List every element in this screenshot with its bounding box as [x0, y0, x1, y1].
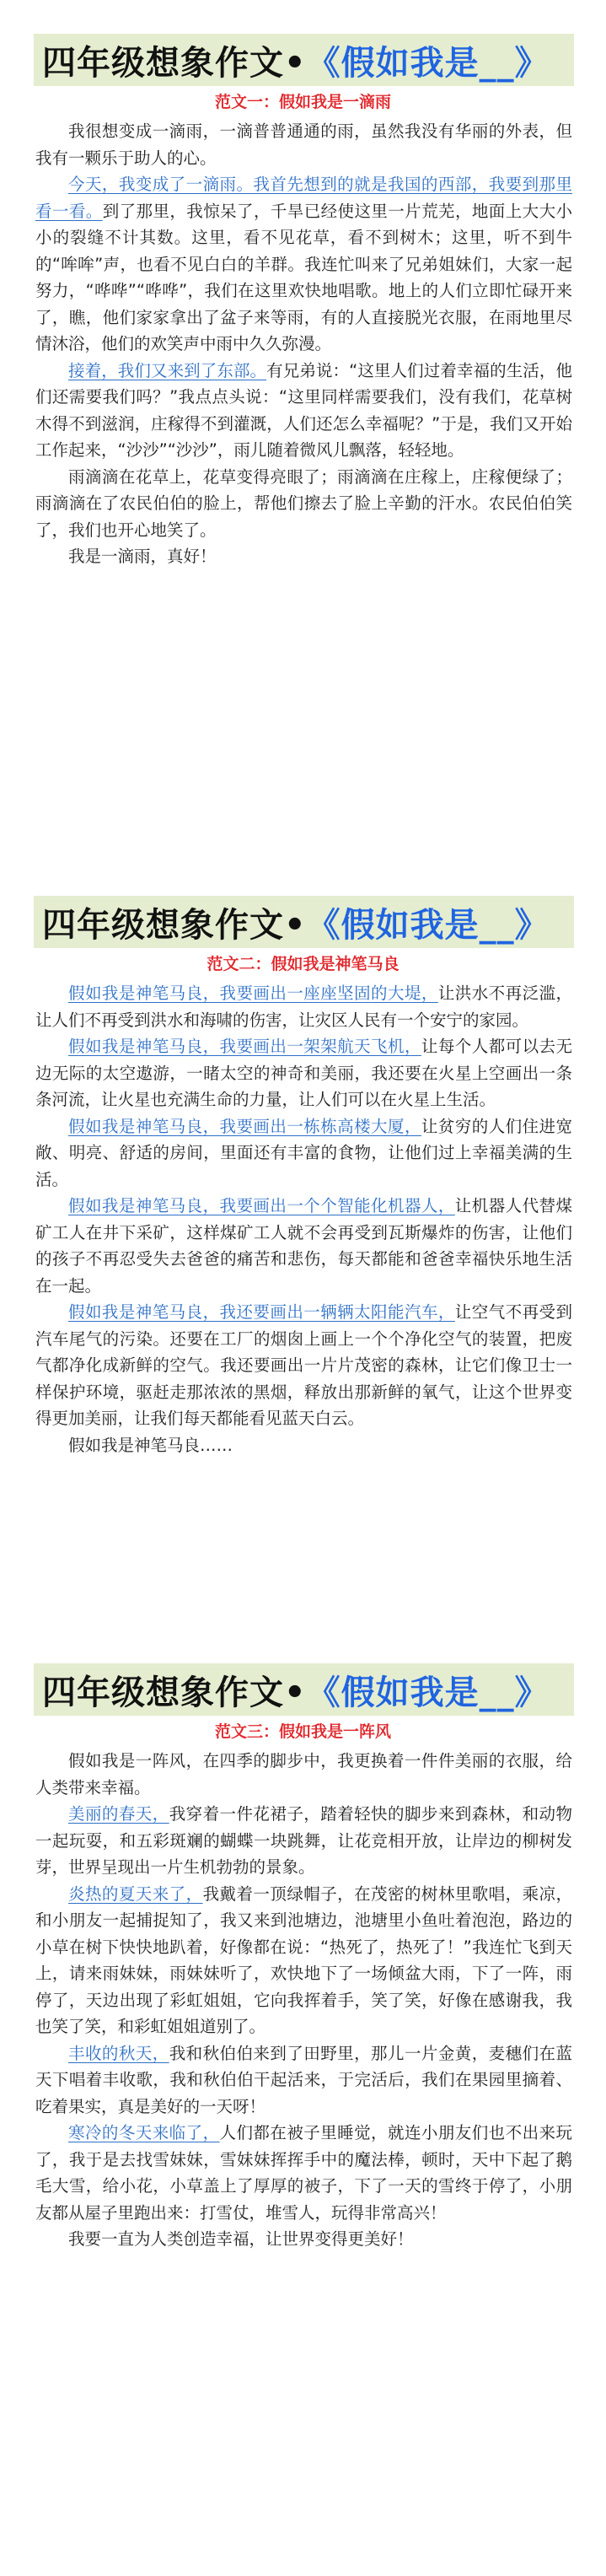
paragraph-text: 人们都在被子里睡觉，就连小朋友们也不出来玩了，我于是去找雪妹妹，雪妹妹挥挥手中的魔法棒，顿时，天中下起了鹅毛大雪，给小花，小草盖上了厚厚的被子，下了一天的雪终于停了，小朋友都从屋子里跑出来：打雪仗，堆雪人，玩得非常高兴！	[35, 2123, 572, 2223]
paragraph-text: 我戴着一顶绿帽子，在茂密的树林里歌唱，乘凉，和小朋友一起捕捉知了，我又来到池塘边，池塘里小鱼吐着泡泡，路边的小草在树下快快地趴着，好像都在说：“热死了，热死了！”我连忙飞到天上，请来雨妹妹，雨妹妹听了，欢快地下了一场倾盆大雨，下了一阵，雨停了，天边出现了彩虹姐姐，它向我挥着手，笑了笑，好像在感谢我，我也笑了笑，和彩虹姐姐道别了。	[35, 1883, 572, 2036]
paragraph-text: 我穿着一件花裙子，踏着轻快的脚步来到森林，和动物一起玩耍，和五彩斑斓的蝴蝶一块跳舞，让花竞相开放，让岸边的柳树发芽，世界呈现出一片生机勃勃的景象。	[35, 1804, 572, 1877]
paragraph-text: 我是一滴雨，真好！	[68, 547, 217, 566]
paragraph-text: 雨滴滴在花草上，花草变得亮眼了；雨滴滴在庄稼上，庄稼便绿了；雨滴滴在了农民伯伯的脸上，帮他们擦去了脸上辛勤的汗水。农民伯伯笑了，我们也开心地笑了。	[35, 466, 572, 540]
essay-subtitle: 范文一：假如我是一滴雨	[214, 93, 391, 111]
essay-banner	[34, 1663, 574, 1716]
paragraph-text: 假如我是神笔马良……	[68, 1435, 233, 1455]
paragraph-6	[35, 2226, 572, 2253]
paragraph-highlight: 接着，我们又来到了东部。	[68, 360, 267, 380]
paragraph-text: 假如我是一阵风，在四季的脚步中，我更换着一件件美丽的衣服，给人类带来幸福。	[35, 1751, 572, 1797]
essay-3	[0, 1663, 606, 2253]
paragraph-highlight: 假如我是神笔马良，我要画出一座座坚固的大堤，	[68, 984, 438, 1003]
paragraph-3	[35, 358, 572, 464]
banner-title: 《假如我是__》	[306, 905, 550, 945]
essay-banner	[34, 896, 574, 948]
paragraph-text: 到了那里，我惊呆了，千旱已经使这里一片荒芜，地面上大大小小的裂缝不计其数。这里，看不见花草，看不到树木；这里，听不到牛的“哞哞”声，也看不见白白的羊群。我连忙叫来了兄弟姐妹们，大家一起努力，“哗哗”“哗哗”，我们在这里欢快地唱歌。地上的人们立即忙碌开来了，瞧，他们家家拿出了盆子来等雨，有的人直接脱光衣服，在雨地里尽情沐浴，他们的欢笑声中雨中久久弥漫。	[35, 201, 572, 353]
paragraph-4	[35, 1193, 572, 1299]
paragraph-text: 让空气不再受到汽车尾气的污染。还要在工厂的烟囱上画上一个个净化空气的装置，把废气都净化成新鲜的空气。我还要画出一片片茂密的森林，让它们像卫士一样保护环境，驱赶走那浓浓的黑烟，释放出那新鲜的氧气，让这个世界变得更加美丽，让我们每天都能看见蓝天白云。	[35, 1302, 572, 1428]
essay-banner	[34, 34, 574, 86]
paragraph-text: 让每个人都可以去无边无际的太空遨游，一睹太空的神奇和美丽，我还要在火星上空画出一条条河流，让火星也充满生命的力量，让人们可以在火星上生活。	[35, 1037, 572, 1109]
banner-title: 《假如我是__》	[306, 1673, 550, 1712]
paragraph-2	[35, 1033, 572, 1113]
paragraph-3	[35, 1881, 572, 2040]
paragraph-text: 有兄弟说：“这里人们过着幸福的生活，他们还需要我们吗？”我点点头说：“这里同样需要我们，没有我们，花草树木得不到滋润，庄稼得不到灌溉，人们还怎么幸福呢？”于是，我们又开始工作起来，“沙沙”“沙沙”，雨儿随着微风儿飘落，轻轻地。	[35, 360, 572, 460]
banner-title: 《假如我是__》	[306, 43, 550, 83]
paragraph-text: 让机器人代替煤矿工人在井下采矿，这样煤矿工人就不会再受到瓦斯爆炸的伤害，让他们的孩子不再忍受失去爸爸的痛苦和悲伤，每天都能和爸爸幸福快乐地生活在一起。	[35, 1196, 572, 1296]
essay-body	[0, 980, 606, 1458]
paragraph-5	[35, 543, 572, 570]
paragraph-highlight: 今天，我变成了一滴雨。我首先想到的就是我国的西部，我要到那里看一看。	[35, 175, 572, 221]
paragraph-1	[35, 980, 572, 1033]
paragraph-highlight: 假如我是神笔马良，我要画出一个个智能化机器人，	[68, 1196, 455, 1215]
paragraph-4	[35, 464, 572, 544]
essay-body	[0, 118, 606, 570]
paragraph-4	[35, 2040, 572, 2121]
essay-subtitle: 范文二：假如我是神笔马良	[206, 955, 400, 973]
essay-body	[0, 1748, 606, 2253]
banner-prefix: 四年级想象作文•	[42, 1673, 307, 1712]
paragraph-1	[35, 1748, 572, 1801]
paragraph-1	[35, 118, 572, 171]
paragraph-highlight: 美丽的春天，	[68, 1804, 169, 1824]
paragraph-5	[35, 2120, 572, 2226]
essay-subtitle: 范文三：假如我是一阵风	[214, 1722, 391, 1741]
paragraph-highlight: 寒冷的冬天来临了，	[68, 2123, 220, 2142]
paragraph-3	[35, 1113, 572, 1194]
paragraph-2	[35, 171, 572, 358]
paragraph-2	[35, 1801, 572, 1881]
essay-1	[0, 34, 606, 570]
paragraph-highlight: 炎热的夏天来了，	[68, 1883, 203, 1904]
paragraph-highlight: 丰收的秋天，	[68, 2043, 169, 2063]
paragraph-highlight: 假如我是神笔马良，我要画出一栋栋高楼大厦，	[68, 1116, 421, 1136]
paragraph-highlight: 假如我是神笔马良，我要画出一架架航天飞机，	[68, 1037, 421, 1056]
essay-2	[0, 896, 606, 1458]
paragraph-highlight: 假如我是神笔马良，我还要画出一辆辆太阳能汽车，	[68, 1302, 455, 1322]
paragraph-5	[35, 1299, 572, 1432]
paragraph-text: 我和秋伯伯来到了田野里，那儿一片金黄，麦穗们在蓝天下唱着丰收歌，我和秋伯伯干起活来，于完活后，我们在果园里摘着、吃着果实，真是美好的一天呀！	[35, 2043, 572, 2116]
paragraph-text: 我很想变成一滴雨，一滴普普通通的雨，虽然我没有华丽的外表，但我有一颗乐于助人的心。	[35, 121, 572, 168]
banner-prefix: 四年级想象作文•	[42, 43, 307, 83]
paragraph-text: 让贫穷的人们住进宽敞、明亮、舒适的房间，里面还有丰富的食物，让他们过上幸福美满的生活。	[35, 1116, 572, 1189]
banner-prefix: 四年级想象作文•	[42, 905, 307, 945]
paragraph-6	[35, 1432, 572, 1459]
paragraph-text: 让洪水不再泛滥，让人们不再受到洪水和海啸的伤害，让灾区人民有一个安宁的家园。	[35, 984, 572, 1030]
paragraph-text: 我要一直为人类创造幸福，让世界变得更美好！	[68, 2229, 414, 2249]
